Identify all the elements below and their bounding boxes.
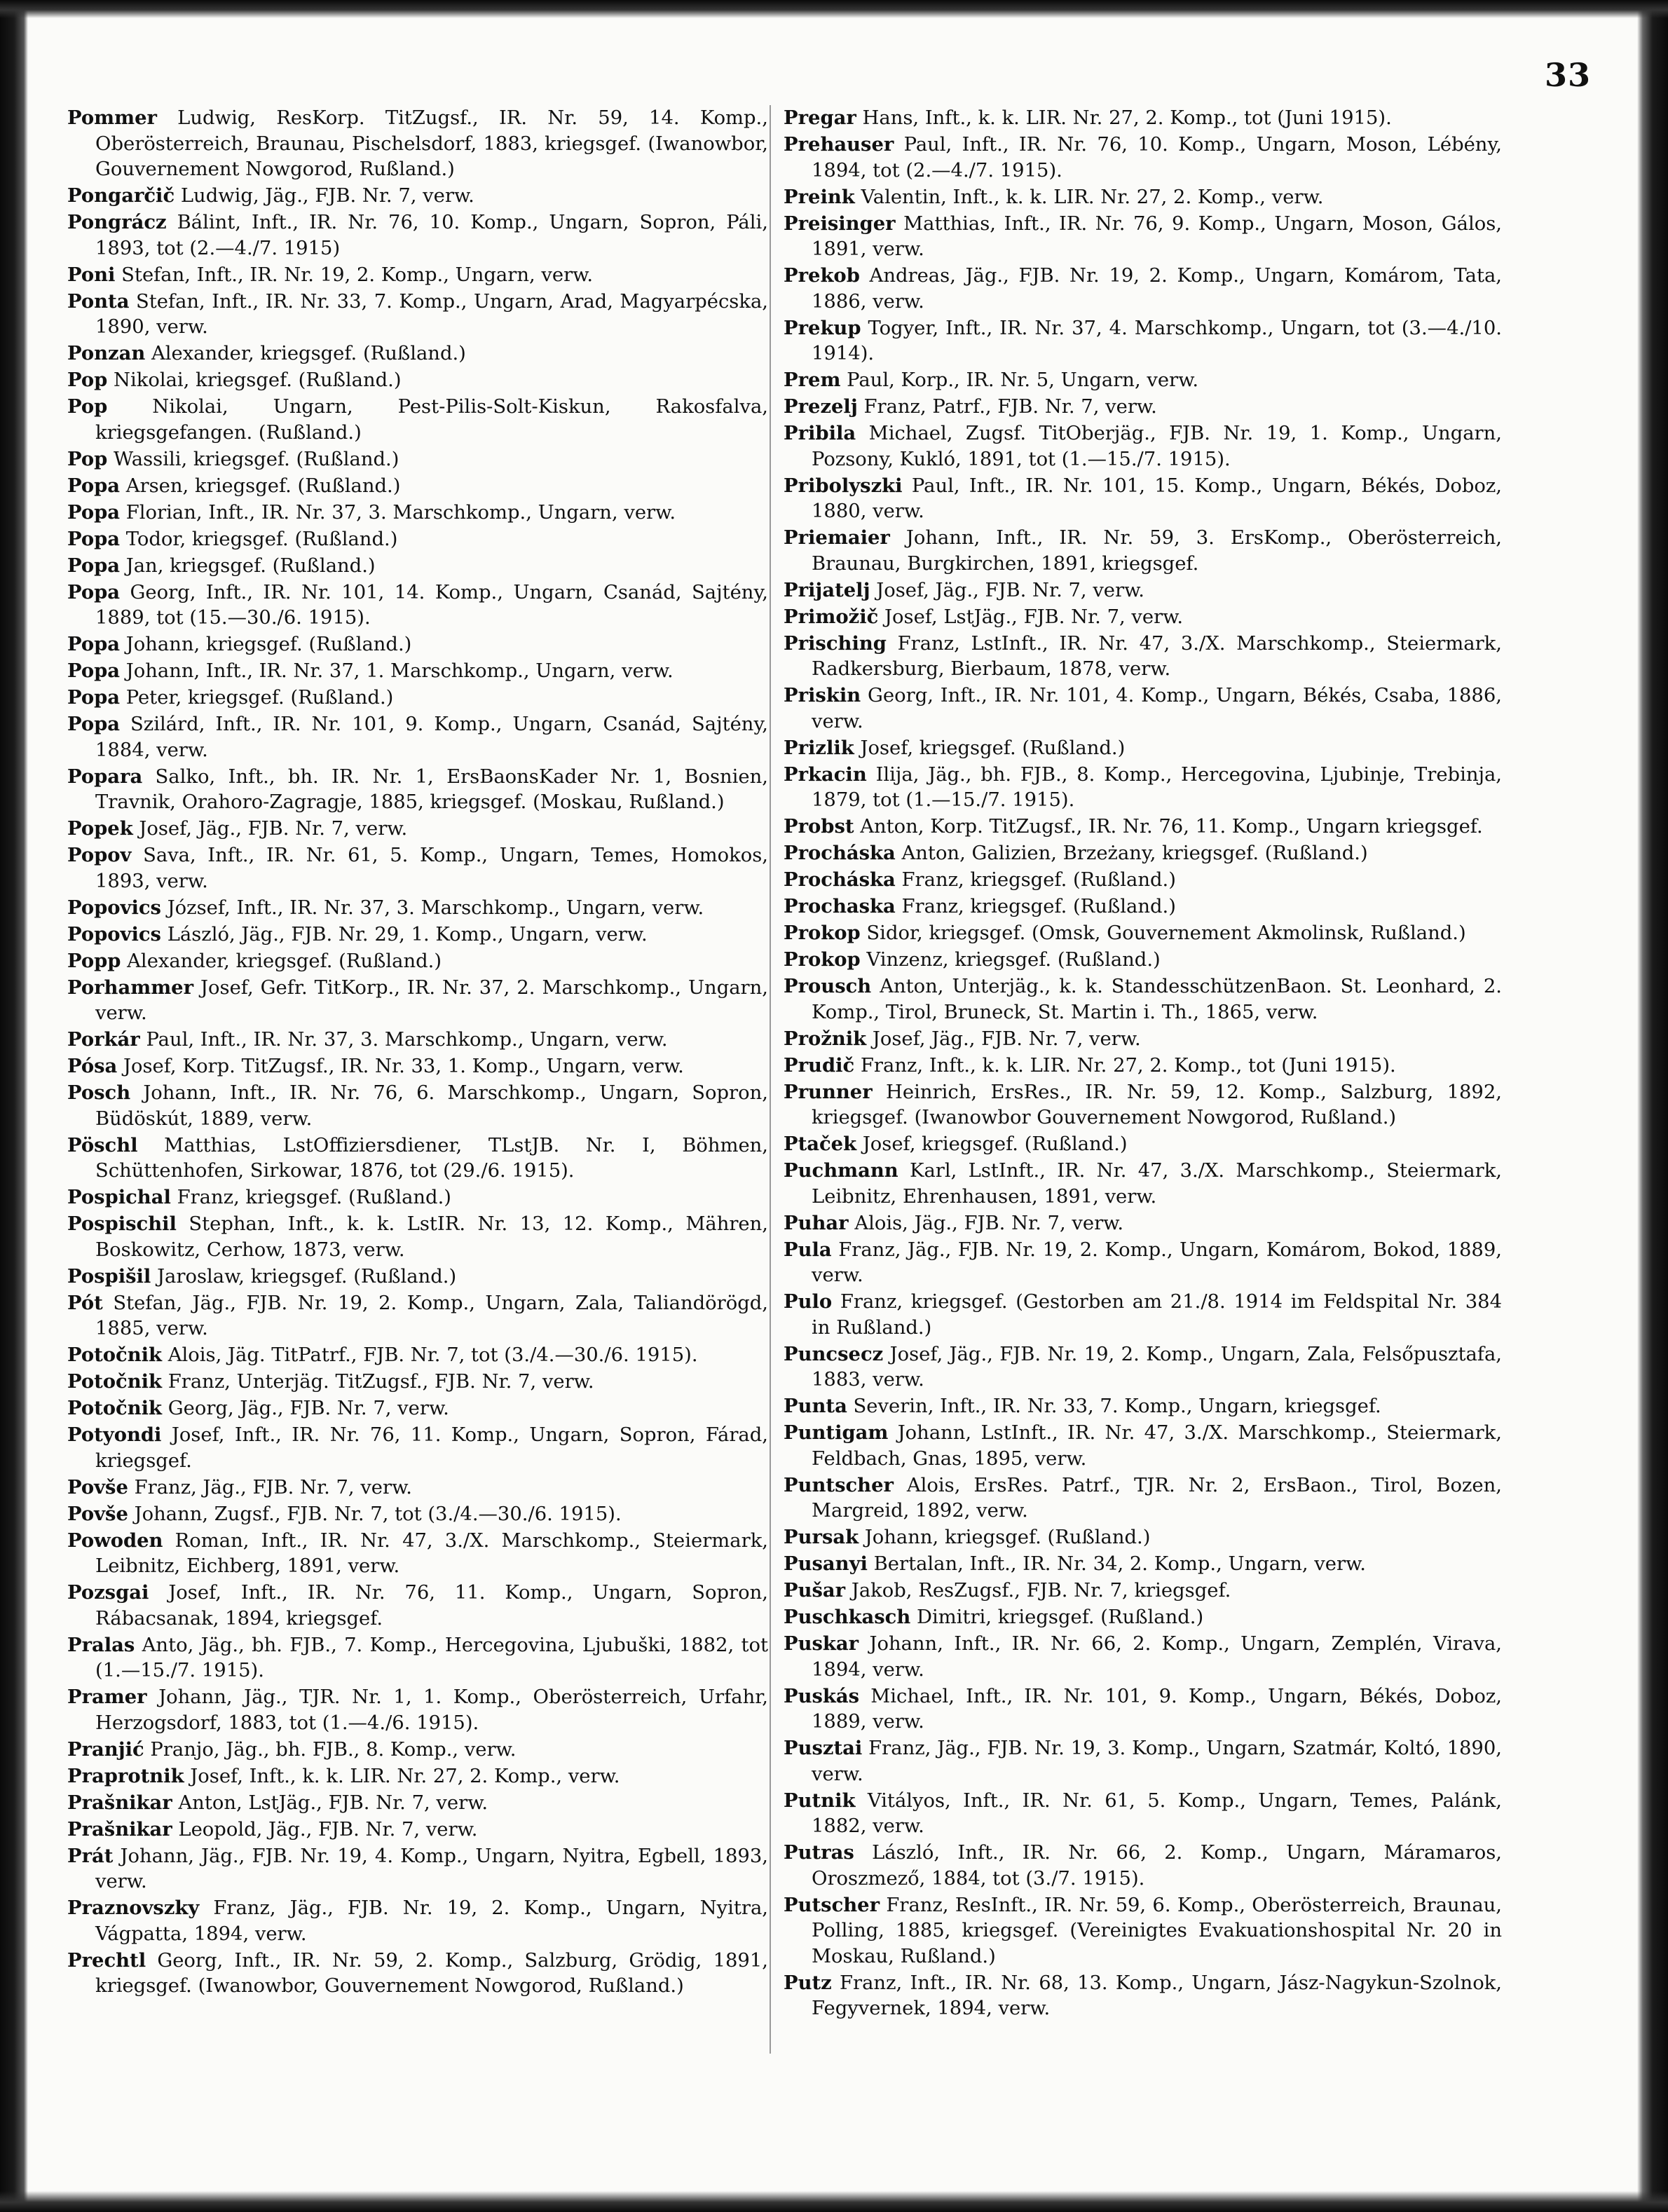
entry-details: Franz, LstInft., IR. Nr. 47, 3./X. Marschkomp., Steiermark, Radkersburg, Bierbaum, 1878, verw. xyxy=(812,632,1502,680)
entry-surname: Pozsgai xyxy=(67,1581,149,1604)
entry-details: Jaroslaw, kriegsgef. (Rußland.) xyxy=(157,1265,457,1288)
list-item xyxy=(67,183,768,210)
entry-surname: Potyondi xyxy=(67,1424,162,1446)
list-item xyxy=(784,105,1502,132)
entry-details: Szilárd, Inft., IR. Nr. 101, 9. Komp., Ungarn, Csanád, Sajtény, 1884, verw. xyxy=(95,714,768,761)
entry-details: Alois, Jäg., FJB. Nr. 7, verw. xyxy=(854,1212,1124,1234)
list-item xyxy=(67,446,768,473)
entry-surname: Pranjić xyxy=(67,1737,144,1761)
list-item xyxy=(784,1735,1502,1787)
entry-surname: Poni xyxy=(67,263,116,286)
entry-surname: Popa xyxy=(67,500,121,524)
entry-details: Valentin, Inft., k. k. LIR. Nr. 27, 2. Komp., verw. xyxy=(861,186,1324,208)
entry-surname: Putras xyxy=(784,1841,854,1864)
scan-edge-bottom xyxy=(0,2191,1668,2212)
entry-details: Josef, kriegsgef. (Rußland.) xyxy=(862,1133,1128,1155)
list-item xyxy=(67,500,768,526)
entry-surname: Pulo xyxy=(784,1290,833,1313)
entry-surname: Prijatelj xyxy=(784,578,870,601)
entry-surname: Preisinger xyxy=(784,212,896,235)
scan-edge-right xyxy=(1637,0,1668,2212)
entry-details: József, Inft., IR. Nr. 37, 3. Marschkomp., Ungarn, verw. xyxy=(167,896,704,919)
scan-edge-left xyxy=(0,0,28,2212)
entry-details: Anton, LstJäg., FJB. Nr. 7, verw. xyxy=(178,1791,488,1814)
entry-details: Ludwig, ResKorp. TitZugsf., IR. Nr. 59, 14. Komp., Oberösterreich, Braunau, Pischelsdorf, 1883, kriegsgef. (Iwanowbor, Gouvernement Nowgorod, Rußland.) xyxy=(95,107,768,180)
entry-details: Alois, Jäg. TitPatrf., FJB. Nr. 7, tot (3./4.—30./6. 1915). xyxy=(168,1344,698,1366)
list-item xyxy=(67,1422,768,1474)
entry-details: Hans, Inft., k. k. LIR. Nr. 27, 2. Komp., tot (Juni 1915). xyxy=(862,107,1392,129)
entry-surname: Powoden xyxy=(67,1529,163,1552)
entry-details: Franz, kriegsgef. (Gestorben am 21./8. 1914 im Feldspital Nr. 384 in Rußland.) xyxy=(812,1291,1502,1339)
entry-details: Georg, Inft., IR. Nr. 59, 2. Komp., Salzburg, Grödig, 1891, kriegsgef. (Iwanowbor, Gouvernement Nowgorod, Rußland.) xyxy=(95,1949,768,1997)
entry-details: Salko, Inft., bh. IR. Nr. 1, ErsBaonsKader Nr. 1, Bosnien, Travnik, Orahoro-Zagragje, 1885, kriegsgef. (Moskau, Rußland.) xyxy=(95,765,768,813)
entry-surname: Popov xyxy=(67,844,132,866)
entry-details: Franz, Jäg., FJB. Nr. 19, 3. Komp., Ungarn, Szatmár, Koltó, 1890, verw. xyxy=(812,1737,1502,1785)
entry-details: Karl, LstInft., IR. Nr. 47, 3./X. Marschkomp., Steiermark, Leibnitz, Ehrenhausen, 1891, verw. xyxy=(812,1160,1502,1208)
entry-details: Franz, kriegsgef. (Rußland.) xyxy=(177,1187,451,1208)
entry-details: Heinrich, ErsRes., IR. Nr. 59, 12. Komp., Salzburg, 1892, kriegsgef. (Iwanowbor Gouvernement Nowgorod, Rußland.) xyxy=(812,1081,1502,1128)
entry-details: Matthias, LstOffiziersdiener, TLstJB. Nr. I, Böhmen, Schüttenhofen, Sirkowar, 1876, tot (29./6. 1915). xyxy=(95,1134,768,1182)
entry-details: Johann, LstInft., IR. Nr. 47, 3./X. Marschkomp., Steiermark, Feldbach, Gnas, 1895, verw. xyxy=(812,1422,1502,1470)
entry-details: Johann, Inft., IR. Nr. 66, 2. Komp., Ungarn, Zemplén, Virava, 1894, verw. xyxy=(812,1633,1502,1681)
list-item xyxy=(784,263,1502,315)
entry-surname: Pospišil xyxy=(67,1264,151,1288)
entry-surname: Popa xyxy=(67,713,121,735)
entry-surname: Popa xyxy=(67,633,121,655)
entry-details: Nikolai, kriegsgef. (Rußland.) xyxy=(114,369,402,391)
list-item xyxy=(784,1604,1502,1631)
list-item xyxy=(784,1420,1502,1472)
entry-surname: Puchmann xyxy=(784,1159,898,1182)
list-item xyxy=(67,473,768,500)
list-item xyxy=(784,315,1502,367)
list-item xyxy=(784,840,1502,867)
entry-surname: Prem xyxy=(784,369,841,391)
list-item xyxy=(67,1475,768,1501)
list-item xyxy=(784,974,1502,1025)
entry-details: Vitályos, Inft., IR. Nr. 61, 5. Komp., Ungarn, Temes, Palánk, 1882, verw. xyxy=(812,1789,1502,1837)
list-item xyxy=(67,367,768,394)
entry-details: Vinzenz, kriegsgef. (Rußland.) xyxy=(866,949,1161,971)
list-item xyxy=(67,1895,768,1947)
entry-details: Josef, Jäg., FJB. Nr. 19, 2. Komp., Ungarn, Zala, Felsőpusztafa, 1883, verw. xyxy=(812,1343,1502,1391)
entry-details: Johann, Jäg., FJB. Nr. 19, 4. Komp., Ungarn, Nyitra, Egbell, 1893, verw. xyxy=(95,1845,768,1892)
entry-surname: Prisching xyxy=(784,631,887,655)
entry-details: Franz, Jäg., FJB. Nr. 7, verw. xyxy=(134,1476,413,1498)
page-number: 33 xyxy=(1544,56,1591,94)
list-item xyxy=(784,1524,1502,1551)
entry-details: Franz, kriegsgef. (Rußland.) xyxy=(901,896,1176,917)
entry-surname: Ponta xyxy=(67,289,130,313)
entry-details: Pranjo, Jäg., bh. FJB., 8. Komp., verw. xyxy=(150,1738,517,1761)
list-item xyxy=(67,631,768,658)
entry-details: Paul, Inft., IR. Nr. 76, 10. Komp., Ungarn, Moson, Lébény, 1894, tot (2.—4./7. 1915). xyxy=(812,134,1502,182)
list-item xyxy=(784,1393,1502,1420)
entry-surname: Popa xyxy=(67,580,121,603)
entry-surname: Prochaska xyxy=(784,895,896,917)
entry-details: Nikolai, Ungarn, Pest-Pilis-Solt-Kiskun, Rakosfalva, kriegsgefangen. (Rußland.) xyxy=(95,396,768,444)
entry-details: Josef, kriegsgef. (Rußland.) xyxy=(860,737,1126,759)
entry-details: Josef, Inft., IR. Nr. 76, 11. Komp., Ungarn, Sopron, Fárad, kriegsgef. xyxy=(95,1424,768,1472)
list-item xyxy=(784,132,1502,184)
list-item xyxy=(784,1210,1502,1237)
list-item xyxy=(784,604,1502,631)
entry-surname: Prekup xyxy=(784,316,861,339)
entry-details: Franz, Inft., k. k. LIR. Nr. 27, 2. Komp., tot (Juni 1915). xyxy=(860,1054,1396,1077)
entry-surname: Pregar xyxy=(784,107,856,129)
entry-surname: Pöschl xyxy=(67,1133,138,1156)
list-item xyxy=(67,975,768,1027)
entry-details: László, Jäg., FJB. Nr. 29, 1. Komp., Ungarn, verw. xyxy=(167,923,648,945)
entry-surname: Puskás xyxy=(784,1684,860,1707)
list-item xyxy=(784,1341,1502,1393)
list-item xyxy=(67,580,768,631)
entry-details: Jakob, ResZugsf., FJB. Nr. 7, kriegsgef. xyxy=(851,1580,1231,1602)
list-item xyxy=(784,1684,1502,1735)
list-item xyxy=(67,526,768,553)
entry-details: Stefan, Inft., IR. Nr. 33, 7. Komp., Ungarn, Arad, Magyarpécska, 1890, verw. xyxy=(95,290,768,338)
list-item xyxy=(67,711,768,763)
entry-surname: Popa xyxy=(67,686,121,709)
entry-surname: Pop xyxy=(67,369,108,391)
list-item xyxy=(67,816,768,842)
entry-surname: Potočnik xyxy=(67,1397,163,1419)
scan-edge-top xyxy=(0,0,1668,18)
entry-details: Georg, Inft., IR. Nr. 101, 14. Komp., Ungarn, Csanád, Sajtény, 1889, tot (15.—30./6. 1915). xyxy=(95,581,768,629)
list-item xyxy=(784,578,1502,604)
entry-surname: Potočnik xyxy=(67,1370,163,1393)
entry-details: Josef, Jäg., FJB. Nr. 7, verw. xyxy=(876,579,1145,601)
list-item xyxy=(67,922,768,948)
list-item xyxy=(784,920,1502,947)
list-item xyxy=(67,1027,768,1053)
entry-surname: Punta xyxy=(784,1395,847,1417)
entry-details: Severin, Inft., IR. Nr. 33, 7. Komp., Ungarn, kriegsgef. xyxy=(853,1395,1381,1417)
entry-details: Johann, kriegsgef. (Rußland.) xyxy=(125,634,412,655)
list-item xyxy=(67,210,768,261)
list-item xyxy=(784,184,1502,211)
entry-details: Franz, Unterjäg. TitZugsf., FJB. Nr. 7, verw. xyxy=(168,1371,594,1393)
list-item xyxy=(67,1843,768,1895)
entry-surname: Putz xyxy=(784,1971,832,1994)
entry-surname: Puntscher xyxy=(784,1473,894,1496)
list-item xyxy=(67,1053,768,1080)
list-item xyxy=(784,211,1502,263)
list-item xyxy=(784,1840,1502,1892)
entry-surname: Pongarčič xyxy=(67,184,175,207)
entry-details: Johann, Jäg., TJR. Nr. 1, 1. Komp., Oberösterreich, Urfahr, Herzogsdorf, 1883, tot (1.—4./6. 1915). xyxy=(95,1686,768,1734)
entry-surname: Pribolyszki xyxy=(784,474,903,497)
entry-details: Anton, Unterjäg., k. k. StandesschützenBaon. St. Leonhard, 2. Komp., Tirol, Bruneck, St. Martin i. Th., 1865, verw. xyxy=(812,976,1502,1023)
entry-surname: Procháska xyxy=(784,842,896,864)
entry-surname: Prekob xyxy=(784,264,860,287)
entry-details: Josef, Korp. TitZugsf., IR. Nr. 33, 1. Komp., Ungarn, verw. xyxy=(123,1056,684,1077)
entry-details: Franz, Jäg., FJB. Nr. 19, 2. Komp., Ungarn, Nyitra, Vágpatta, 1894, verw. xyxy=(95,1897,768,1945)
list-item xyxy=(67,1737,768,1763)
list-item xyxy=(67,1684,768,1736)
entry-surname: Porkár xyxy=(67,1028,140,1051)
entry-surname: Prezelj xyxy=(784,395,858,418)
entry-surname: Pop xyxy=(67,395,108,418)
entry-details: Johann, Inft., IR. Nr. 59, 3. ErsKomp., Oberösterreich, Braunau, Burgkirchen, 1891, kriegsgef. xyxy=(812,527,1502,575)
entry-surname: Prehauser xyxy=(784,133,894,156)
entry-surname: Prašnikar xyxy=(67,1817,172,1841)
entry-surname: Prudič xyxy=(784,1053,855,1077)
list-item xyxy=(784,525,1502,577)
entry-details: Michael, Zugsf. TitOberjäg., FJB. Nr. 19, 1. Komp., Ungarn, Pozsony, Kukló, 1891, tot (1.—15./7. 1915). xyxy=(812,423,1502,470)
entry-surname: Puhar xyxy=(784,1211,849,1234)
list-item xyxy=(67,1763,768,1790)
list-item xyxy=(67,262,768,289)
list-item xyxy=(67,1211,768,1263)
list-item xyxy=(67,764,768,816)
list-item xyxy=(784,1237,1502,1289)
entry-details: Johann, Inft., IR. Nr. 37, 1. Marschkomp., Ungarn, verw. xyxy=(125,660,674,682)
entry-details: Franz, kriegsgef. (Rußland.) xyxy=(901,869,1176,891)
entry-details: Michael, Inft., IR. Nr. 101, 9. Komp., Ungarn, Békés, Doboz, 1889, verw. xyxy=(812,1685,1502,1733)
list-item xyxy=(67,685,768,711)
entry-surname: Preink xyxy=(784,185,855,208)
entry-surname: Ponzan xyxy=(67,342,146,364)
list-item xyxy=(784,735,1502,762)
entry-details: Togyer, Inft., IR. Nr. 37, 4. Marschkomp., Ungarn, tot (3.—4./10. 1914). xyxy=(812,317,1502,364)
entry-surname: Prunner xyxy=(784,1080,873,1103)
entry-details: Georg, Jäg., FJB. Nr. 7, verw. xyxy=(168,1398,449,1419)
entry-surname: Puncsecz xyxy=(784,1342,884,1365)
entry-details: Johann, Inft., IR. Nr. 76, 6. Marschkomp., Ungarn, Sopron, Büdöskút, 1889, verw. xyxy=(95,1082,768,1130)
entry-surname: Popovics xyxy=(67,922,161,945)
entry-details: Anton, Korp. TitZugsf., IR. Nr. 76, 11. Komp., Ungarn kriegsgef. xyxy=(860,816,1483,838)
list-item xyxy=(67,1948,768,2000)
list-item xyxy=(67,1501,768,1528)
list-item xyxy=(784,1788,1502,1840)
list-item xyxy=(67,1133,768,1184)
column-divider xyxy=(770,105,771,2054)
list-item xyxy=(784,631,1502,683)
entry-details: Josef, Inft., k. k. LIR. Nr. 27, 2. Komp., verw. xyxy=(190,1765,620,1787)
entry-details: Anton, Galizien, Brzeżany, kriegsgef. (Rußland.) xyxy=(901,842,1368,864)
entry-details: Paul, Inft., IR. Nr. 37, 3. Marschkomp., Ungarn, verw. xyxy=(146,1029,668,1051)
entry-details: Stefan, Inft., IR. Nr. 19, 2. Komp., Ungarn, verw. xyxy=(121,264,594,286)
list-item xyxy=(784,814,1502,840)
entry-details: Paul, Inft., IR. Nr. 101, 15. Komp., Ungarn, Békés, Doboz, 1880, verw. xyxy=(812,475,1502,522)
entry-details: Bertalan, Inft., IR. Nr. 34, 2. Komp., Ungarn, verw. xyxy=(873,1553,1366,1575)
list-item xyxy=(784,683,1502,735)
list-item xyxy=(67,394,768,446)
list-item xyxy=(67,895,768,922)
entry-surname: Popa xyxy=(67,554,121,577)
list-item xyxy=(67,658,768,685)
list-item xyxy=(784,421,1502,472)
entry-details: Jan, kriegsgef. (Rußland.) xyxy=(125,554,376,577)
list-item xyxy=(784,1131,1502,1158)
entry-details: Ilija, Jäg., bh. FJB., 8. Komp., Hercegovina, Ljubinje, Trebinja, 1879, tot (1.—15./7. 1915). xyxy=(812,763,1502,811)
entry-details: Josef, Inft., IR. Nr. 76, 11. Komp., Ungarn, Sopron, Rábacsanak, 1894, kriegsgef. xyxy=(95,1582,768,1630)
entry-surname: Primožič xyxy=(784,605,879,628)
entry-details: Roman, Inft., IR. Nr. 47, 3./X. Marschkomp., Steiermark, Leibnitz, Eichberg, 1891, verw. xyxy=(95,1529,768,1577)
entry-surname: Popek xyxy=(67,817,133,840)
entry-details: Sidor, kriegsgef. (Omsk, Gouvernement Akmolinsk, Rußland.) xyxy=(866,922,1466,944)
list-item xyxy=(67,1264,768,1290)
entry-details: Sava, Inft., IR. Nr. 61, 5. Komp., Ungarn, Temes, Homokos, 1893, verw. xyxy=(95,845,768,892)
entry-surname: Probst xyxy=(784,815,854,838)
entry-details: László, Inft., IR. Nr. 66, 2. Komp., Ungarn, Máramaros, Oroszmező, 1884, tot (3./7. 1915). xyxy=(812,1842,1502,1890)
list-item xyxy=(784,762,1502,814)
entry-details: Paul, Korp., IR. Nr. 5, Ungarn, verw. xyxy=(847,369,1199,391)
entry-surname: Pralas xyxy=(67,1633,135,1656)
entry-surname: Povše xyxy=(67,1502,128,1525)
list-item xyxy=(784,473,1502,525)
list-item xyxy=(784,367,1502,394)
entry-surname: Putnik xyxy=(784,1789,856,1812)
list-item xyxy=(784,947,1502,974)
entry-details: Ludwig, Jäg., FJB. Nr. 7, verw. xyxy=(180,185,474,207)
list-item xyxy=(67,1080,768,1132)
list-item xyxy=(67,1184,768,1211)
entry-details: Franz, Inft., IR. Nr. 68, 13. Komp., Ungarn, Jász-Nagykun-Szolnok, Fegyvernek, 1894, verw. xyxy=(812,1972,1502,2019)
entry-surname: Popa xyxy=(67,660,121,682)
entry-surname: Puschkasch xyxy=(784,1606,911,1628)
list-item xyxy=(784,394,1502,421)
entry-surname: Prizlik xyxy=(784,736,854,759)
entry-surname: Prát xyxy=(67,1844,114,1867)
entry-surname: Prechtl xyxy=(67,1948,146,1972)
list-item xyxy=(67,1395,768,1422)
list-item xyxy=(784,1158,1502,1210)
entry-details: Alexander, kriegsgef. (Rußland.) xyxy=(127,950,442,972)
entry-surname: Pospischil xyxy=(67,1213,177,1235)
entry-surname: Popa xyxy=(67,527,121,550)
list-item xyxy=(784,1053,1502,1079)
entry-details: Arsen, kriegsgef. (Rußland.) xyxy=(125,475,401,497)
entry-surname: Priemaier xyxy=(784,526,890,549)
entry-details: Alexander, kriegsgef. (Rußland.) xyxy=(151,343,466,364)
list-item xyxy=(784,867,1502,894)
entry-surname: Pramer xyxy=(67,1686,147,1708)
entry-surname: Posch xyxy=(67,1081,131,1104)
entry-details: Franz, Patrf., FJB. Nr. 7, verw. xyxy=(863,396,1157,418)
entry-surname: Prokop xyxy=(784,922,861,944)
entry-details: Bálint, Inft., IR. Nr. 76, 10. Komp., Ungarn, Sopron, Páli, 1893, tot (2.—4./7. 1915) xyxy=(95,212,768,259)
entry-surname: Prkacin xyxy=(784,763,867,786)
entry-surname: Prožnik xyxy=(784,1027,867,1050)
list-item xyxy=(784,1578,1502,1604)
entry-surname: Pósa xyxy=(67,1055,118,1077)
list-item xyxy=(67,1632,768,1684)
entry-details: Peter, kriegsgef. (Rußland.) xyxy=(125,687,394,709)
entry-surname: Praprotnik xyxy=(67,1764,184,1787)
entry-details: Johann, kriegsgef. (Rußland.) xyxy=(864,1527,1151,1548)
entry-surname: Povše xyxy=(67,1475,128,1498)
entry-surname: Potočnik xyxy=(67,1344,163,1366)
list-item xyxy=(784,1079,1502,1131)
list-item xyxy=(67,1528,768,1580)
entry-surname: Pusanyi xyxy=(784,1552,868,1575)
entry-surname: Pursak xyxy=(784,1526,859,1548)
entry-surname: Pribila xyxy=(784,422,856,444)
list-item xyxy=(784,1473,1502,1524)
entry-surname: Popara xyxy=(67,765,143,788)
entry-details: Josef, Jäg., FJB. Nr. 7, verw. xyxy=(872,1028,1141,1050)
list-item xyxy=(67,1290,768,1342)
entry-details: Matthias, Inft., IR. Nr. 76, 9. Komp., Ungarn, Moson, Gálos, 1891, verw. xyxy=(812,212,1502,260)
list-item xyxy=(67,948,768,975)
entry-details: Dimitri, kriegsgef. (Rußland.) xyxy=(916,1606,1204,1628)
list-item xyxy=(67,1790,768,1817)
entry-surname: Pommer xyxy=(67,107,157,129)
list-item xyxy=(784,1631,1502,1683)
entry-surname: Popa xyxy=(67,474,121,497)
entry-details: Todor, kriegsgef. (Rußland.) xyxy=(125,528,398,550)
list-item xyxy=(784,1970,1502,2022)
entry-surname: Praznovszky xyxy=(67,1897,200,1919)
list-item xyxy=(67,1817,768,1843)
entry-details: Leopold, Jäg., FJB. Nr. 7, verw. xyxy=(178,1818,478,1841)
list-item xyxy=(784,1892,1502,1970)
list-item xyxy=(784,1289,1502,1341)
list-item xyxy=(784,1551,1502,1578)
list-item xyxy=(67,1342,768,1369)
list-item xyxy=(67,341,768,367)
entry-surname: Procháska xyxy=(784,868,896,891)
entry-surname: Popovics xyxy=(67,896,161,919)
entry-details: Alois, ErsRes. Patrf., TJR. Nr. 2, ErsBaon., Tirol, Bozen, Margreid, 1892, verw. xyxy=(812,1474,1502,1522)
entry-details: Florian, Inft., IR. Nr. 37, 3. Marschkomp., Ungarn, verw. xyxy=(125,501,676,524)
entry-details: Stephan, Inft., k. k. LstIR. Nr. 13, 12. Komp., Mähren, Boskowitz, Cerhow, 1873, verw. xyxy=(95,1213,768,1261)
list-item xyxy=(67,105,768,183)
entry-details: Andreas, Jäg., FJB. Nr. 19, 2. Komp., Ungarn, Komárom, Tata, 1886, verw. xyxy=(812,265,1502,313)
entry-surname: Pusztai xyxy=(784,1737,863,1759)
entry-surname: Porhammer xyxy=(67,976,194,999)
entry-details: Franz, ResInft., IR. Nr. 59, 6. Komp., Oberösterreich, Braunau, Polling, 1885, kriegsgef. (Vereinigtes Evakuationshospital Nr. 20 in Moskau, Rußland.) xyxy=(812,1894,1502,1967)
entry-surname: Pop xyxy=(67,447,108,470)
entry-surname: Priskin xyxy=(784,684,861,706)
list-item xyxy=(67,553,768,580)
entry-details: Josef, Jäg., FJB. Nr. 7, verw. xyxy=(139,818,408,840)
entry-details: Wassili, kriegsgef. (Rußland.) xyxy=(114,448,399,470)
entry-surname: Popp xyxy=(67,949,121,972)
entry-details: Josef, LstJäg., FJB. Nr. 7, verw. xyxy=(884,606,1184,628)
entry-details: Josef, Gefr. TitKorp., IR. Nr. 37, 2. Marschkomp., Ungarn, verw. xyxy=(95,976,768,1024)
entry-surname: Puskar xyxy=(784,1632,859,1655)
list-item xyxy=(784,1026,1502,1053)
entry-details: Johann, Zugsf., FJB. Nr. 7, tot (3./4.—30./6. 1915). xyxy=(134,1503,622,1525)
entry-surname: Pula xyxy=(784,1238,832,1261)
list-item xyxy=(67,1369,768,1395)
entry-surname: Pót xyxy=(67,1291,103,1314)
entry-details: Stefan, Jäg., FJB. Nr. 19, 2. Komp., Ungarn, Zala, Taliandörögd, 1885, verw. xyxy=(95,1292,768,1339)
entry-surname: Prokop xyxy=(784,948,861,971)
entry-surname: Ptaček xyxy=(784,1133,857,1155)
entry-surname: Pušar xyxy=(784,1579,846,1602)
right-column xyxy=(784,105,1502,2022)
list-item xyxy=(67,842,768,894)
entry-details: Anto, Jäg., bh. FJB., 7. Komp., Hercegovina, Ljubuški, 1882, tot (1.—15./7. 1915). xyxy=(95,1634,768,1681)
list-item xyxy=(67,1580,768,1632)
entry-details: Franz, Jäg., FJB. Nr. 19, 2. Komp., Ungarn, Komárom, Bokod, 1889, verw. xyxy=(812,1238,1502,1286)
entry-surname: Putscher xyxy=(784,1893,880,1916)
entry-surname: Puntigam xyxy=(784,1421,889,1444)
left-column xyxy=(67,105,768,2000)
entry-surname: Pospichal xyxy=(67,1186,171,1208)
entry-surname: Prašnikar xyxy=(67,1791,172,1814)
entry-details: Georg, Inft., IR. Nr. 101, 4. Komp., Ungarn, Békés, Csaba, 1886, verw. xyxy=(812,685,1502,732)
list-item xyxy=(784,894,1502,920)
list-item xyxy=(67,289,768,341)
entry-surname: Pongrácz xyxy=(67,211,167,233)
entry-surname: Prousch xyxy=(784,975,872,997)
